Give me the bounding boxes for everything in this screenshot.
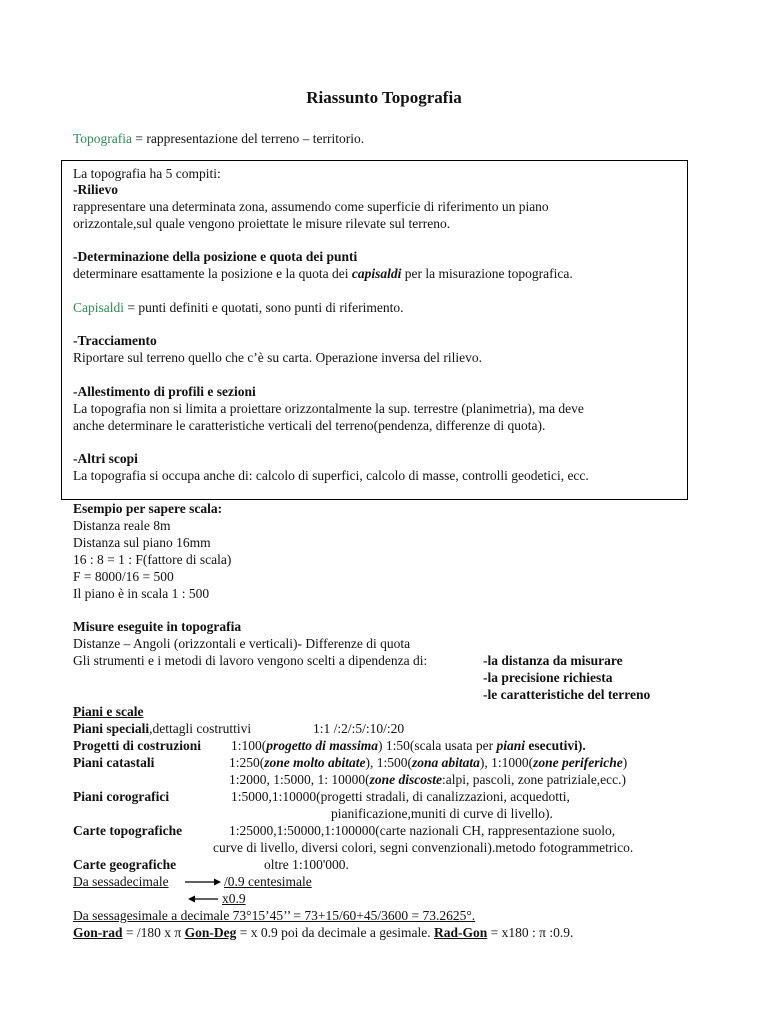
gon-deg-label: Gon-Deg <box>184 925 237 940</box>
allestimento-text-1: La topografia non si limita a proiettare orizzontalmente la sup. terrestre (planimetria), ma deve <box>73 401 584 416</box>
misure-line-1: Distanze – Angoli (orizzontali e verticali)- Differenze di quota <box>73 636 411 651</box>
topografiche-label: Carte topografiche <box>73 823 183 838</box>
gon-rad-label: Gon-rad <box>73 925 123 940</box>
cat-b: zone molto abitate <box>264 755 366 770</box>
intro-text: = rappresentazione del terreno – territorio. <box>132 131 365 146</box>
centesimale-label: /0.9 centesimale <box>224 874 312 889</box>
misure-bullet-2: -la precisione richiesta <box>483 670 613 685</box>
geografiche-label: Carte geografiche <box>73 857 177 872</box>
allestimento-text-2: anche determinare le caratteristiche verticali del terreno(pendenza, differenze di quota). <box>73 418 546 433</box>
allestimento-heading: -Allestimento di profili e sezioni <box>73 384 256 399</box>
det-text-c: per la misurazione topografica. <box>401 266 573 281</box>
rad-gon-text: = x180 : π :0.9. <box>487 925 574 940</box>
altri-scopi-text: La topografia si occupa anche di: calcolo di superfici, calcolo di masse, controlli geodetici, ecc. <box>73 468 589 483</box>
progetti-b: progetto di massima <box>266 738 379 753</box>
cat-c: ), 1:500( <box>365 755 412 770</box>
progetti-label: Progetti di costruzioni <box>73 738 201 753</box>
catastali-label: Piani catastali <box>73 755 155 770</box>
sessagesimale-line: Da sessagesimale a decimale 73°15’45’’ = 73+15/60+45/3600 = 73.2625°. <box>73 908 476 923</box>
topografiche-scale-1: 1:25000,1:50000,1:100000(carte nazionali CH, rappresentazione suolo, <box>229 823 616 838</box>
cat-f: zone periferiche <box>533 755 623 770</box>
gon-rad-text: = /180 x π <box>122 925 185 940</box>
arrow-right-icon <box>185 876 221 888</box>
scala-heading: Esempio per sapere scala: <box>73 501 223 516</box>
cat-g: ) <box>622 755 628 770</box>
scala-line-2: Distanza sul piano 16mm <box>73 535 211 550</box>
altri-scopi-heading: -Altri scopi <box>73 451 138 466</box>
scala-line-3: 16 : 8 = 1 : F(fattore di scala) <box>73 552 232 567</box>
capisaldi-line <box>73 299 403 316</box>
box-line1: La topografia ha 5 compiti: <box>73 166 221 181</box>
piani-speciali-label: Piani speciali <box>73 721 150 736</box>
arrow-left-icon <box>188 893 218 905</box>
rilievo-heading: -Rilievo <box>73 182 118 197</box>
tracciamento-text: Riportare sul terreno quello che c’è su carta. Operazione inversa del rilievo. <box>73 350 482 365</box>
topografia-term: Topografia <box>73 131 133 146</box>
piani-speciali-row <box>73 720 251 737</box>
cat2-c: :alpi, pascoli, zone patriziale,ecc.) <box>442 772 627 787</box>
page-title: Riassunto Topografia <box>306 88 462 107</box>
corografici-scale-1: 1:5000,1:10000(progetti stradali, di canalizzazioni, acquedotti, <box>231 789 570 804</box>
misure-bullet-3: -le caratteristiche del terreno <box>483 687 651 702</box>
rilievo-text-1: rappresentare una determinata zona, assumendo come superficie di riferimento un piano <box>73 199 549 214</box>
rad-gon-label: Rad-Gon <box>434 925 488 940</box>
tracciamento-heading: -Tracciamento <box>73 333 157 348</box>
cat-d: zona abitata <box>412 755 480 770</box>
geografiche-scale: oltre 1:100'000. <box>264 857 349 872</box>
cat2-b: zone discoste <box>369 772 442 787</box>
intro-line <box>73 130 364 147</box>
capisaldi-text: = punti definiti e quotati, sono punti di riferimento. <box>124 300 404 315</box>
progetti-scale <box>231 737 586 754</box>
progetti-e: esecutivi). <box>524 738 586 753</box>
corografici-label: Piani corografici <box>73 789 170 804</box>
gon-deg-text: = x 0.9 poi da decimale a gesimale. <box>236 925 435 940</box>
back-conversion: x0.9 <box>222 891 246 906</box>
det-text-capisaldi: capisaldi <box>351 266 402 281</box>
misure-line-2: Gli strumenti e i metodi di lavoro vengono scelti a dipendenza di: <box>73 653 428 668</box>
scala-line-5: Il piano è in scala 1 : 500 <box>73 586 210 601</box>
piani-heading: Piani e scale <box>73 704 144 719</box>
rilievo-text-2: orizzontale,sul quale vengono proiettate le misure rilevate sul terreno. <box>73 216 451 231</box>
catastali-scale-1 <box>229 754 627 771</box>
progetti-c: ) 1:50(scala usata per <box>378 738 497 753</box>
topografiche-scale-2: curve di livello, diversi colori, segni convenzionali).metodo fotogrammetrico. <box>213 840 634 855</box>
misure-bullet-1: -la distanza da misurare <box>483 653 623 668</box>
capisaldi-term: Capisaldi <box>73 300 124 315</box>
progetti-a: 1:100( <box>231 738 267 753</box>
scala-line-4: F = 8000/16 = 500 <box>73 569 174 584</box>
corografici-scale-2: pianificazione,muniti di curve di livello). <box>331 806 553 821</box>
conversion-formulas <box>73 924 573 941</box>
cat2-a: 1:2000, 1:5000, 1: 10000( <box>229 772 370 787</box>
determinazione-text <box>73 265 573 282</box>
catastali-scale-2 <box>229 771 626 788</box>
cat-e: ), 1:1000( <box>479 755 534 770</box>
scala-line-1: Distanza reale 8m <box>73 518 171 533</box>
determinazione-heading: -Determinazione della posizione e quota dei punti <box>73 249 358 264</box>
sessadecimale-label: Da sessadecimale <box>73 874 169 889</box>
piani-speciali-scale: 1:1 /:2/:5/:10/:20 <box>313 721 405 736</box>
progetti-d: piani <box>496 738 525 753</box>
misure-heading: Misure eseguite in topografia <box>73 619 242 634</box>
cat-a: 1:250( <box>229 755 265 770</box>
piani-speciali-desc: ,dettagli costruttivi <box>149 721 252 736</box>
det-text-a: determinare esattamente la posizione e la quota dei <box>73 266 352 281</box>
